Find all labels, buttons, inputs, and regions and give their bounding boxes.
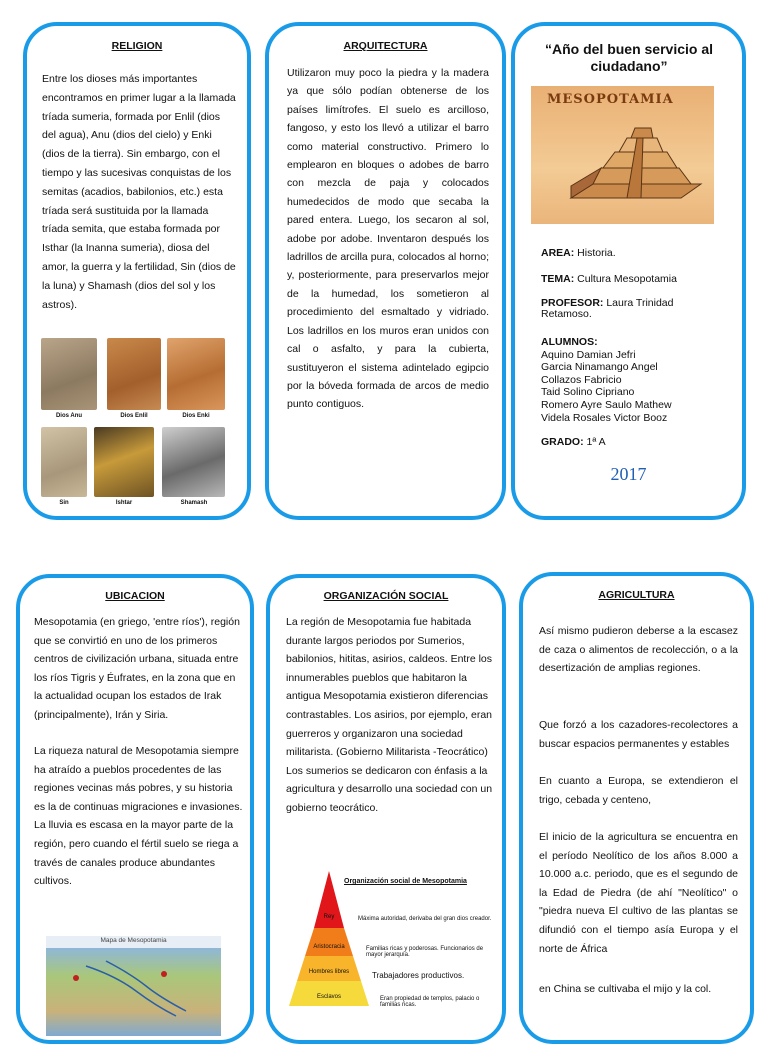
anu-image xyxy=(41,338,97,410)
grado-label: GRADO: xyxy=(541,436,584,448)
pyramid-title: Organización social de Mesopotamia xyxy=(344,878,467,885)
area-field xyxy=(541,247,616,259)
organizacion-text: La región de Mesopotamia fue habitada durante largos periodos por Sumerios, babilonios, hititas, asirios, caldeos. Entre los innumerables pueblos que habitaron la antigua Mesopotamia existieron diferencias contrastables. Los asirios, por ejemplo, eran guerreros y organizaron una sociedad militarista. (Gobierno Militarista -Teocrático) Los sumerios se dedicaron con énfasis a la agricultura y desarrollo una sociedad con un gobierno teocrático. xyxy=(286,616,493,814)
alumno-item: Garcia Ninamango Angel xyxy=(541,361,658,374)
ishtar-image xyxy=(94,427,154,497)
map-title: Mapa de Mesopotamia xyxy=(100,937,167,944)
enki-image xyxy=(167,338,225,410)
arquitectura-text: Utilizaron muy poco la piedra y la madera ya que sólo podían obtenerse de los países limítrofes. El suelo es arcilloso, fangoso, y esto los llevó a utilizar el barro como material constructivo. Primero lo emplearon en bloques o adobes de barro con mezcla de paja y colocados humedecidos de modo que secaba la pared entera. Luego, los secaron al sol, adobe por adobe. Inventaron después los ladrillos de arcilla pura, colocados al horno; y, posteriormente, para preservarlos mejor de la humedad, los sometieron al procedimiento del esmaltado y vidriado. Los ladrillos en los muros eran unidos con cal o asfalto, y para la cubierta, sustituyeron el sistema adintelado egipcio por la bóveda formada de arcos de medio punto contiguos. xyxy=(287,67,489,411)
agricultura-p1: Así mismo pudieron deberse a la escasez de caza o alimentos de recolección, o a la desertización de amplias regiones. xyxy=(539,625,738,675)
level-name-esclavos: Esclavos xyxy=(316,994,341,1000)
ubicacion-text-2: La riqueza natural de Mesopotamia siempre ha atraído a pueblos procedentes de las regiones vecinas más pobres, y su historia es la de continuas migraciones e invasiones. La lluvia es escasa en la mayor parte de la región, pero cuando el fértil suelo se riega a través de canales produce abundantes cultivos. xyxy=(34,745,243,888)
caption-shamash: Shamash xyxy=(180,500,208,506)
grado-value: 1ª A xyxy=(586,436,606,448)
caption-enki: Dios Enki xyxy=(182,413,210,419)
agricultura-p5: en China se cultivaba el mijo y la col. xyxy=(539,983,712,995)
pyramid-figure xyxy=(284,868,496,1028)
ubicacion-panel xyxy=(16,574,254,1044)
sin-image xyxy=(41,427,87,497)
cover-panel xyxy=(511,22,746,520)
tema-value: Cultura Mesopotamia xyxy=(577,273,677,285)
map-rivers-icon xyxy=(46,936,221,1036)
ubicacion-title: UBICACION xyxy=(105,590,165,602)
enlil-image xyxy=(107,338,161,410)
agricultura-p3: En cuanto a Europa, se extendieron el trigo, cebada y centeno, xyxy=(539,775,738,806)
tema-label: TEMA: xyxy=(541,273,575,285)
area-label: AREA: xyxy=(541,247,575,259)
grado-field xyxy=(541,436,606,448)
agricultura-p4: El inicio de la agricultura se encuentra en el período Neolítico de los años 8.000 a 10.000 a.c. periodo, que es el segundo de la Edad de Piedra (de ahí "Neolítico" o "piedra nueva El cultivo de las plantas se difundió con el tiempo asía Europa y el norte de África xyxy=(539,831,738,955)
alumno-item: Taid Solino Cipriano xyxy=(541,386,635,399)
area-value: Historia. xyxy=(577,247,616,259)
organizacion-title: ORGANIZACIÓN SOCIAL xyxy=(323,590,449,602)
caption-ishtar: Ishtar xyxy=(115,500,133,506)
religion-title: RELIGION xyxy=(111,40,163,52)
agricultura-panel xyxy=(519,572,754,1044)
year: 2017 xyxy=(610,464,647,484)
level-desc-aristocracia: Familias ricas y poderosas. Funcionarios de mayor jerarquía. xyxy=(366,946,484,958)
motto: “Año del buen servicio al ciudadano” xyxy=(544,41,714,74)
level-desc-esclavos: Eran propiedad de templos, palacio o familias ricas. xyxy=(380,996,480,1008)
shamash-image xyxy=(162,427,225,497)
religion-text: Entre los dioses más importantes encontramos en primer lugar a la llamada tríada sumeria, formada por Enlil (dios del agua), Anu (dios del cielo) y Enki (dios de la tierra). Sin embargo, con el tiempo y las sucesivas conquistas de los semitas (acadios, babilonios, etc.) esta tríada será sustituida por la llamada tríada semita, que estaba formada por Isthar (la Inanna sumeria), diosa del amor, la guerra y la fertilidad, Sin (dios de la luna) y Shamash (dios del sol y los astros). xyxy=(42,73,236,311)
organizacion-panel xyxy=(266,574,506,1044)
profesor-field xyxy=(541,298,721,319)
agricultura-p2: Que forzó a los cazadores-recolectores a buscar espacios permanentes y estables xyxy=(539,719,738,750)
level-name-libres: Hombres libres xyxy=(308,969,350,975)
level-desc-libres: Trabajadores productivos. xyxy=(372,971,465,980)
mesopotamia-image-title: MESOPOTAMIA xyxy=(547,92,674,107)
caption-enlil: Dios Enlil xyxy=(120,413,148,419)
caption-sin: Sin xyxy=(59,500,69,506)
pyramid-level-aristocracia xyxy=(305,928,353,956)
alumno-item: Romero Ayre Saulo Mathew xyxy=(541,398,672,411)
tema-field xyxy=(541,273,677,285)
caption-anu: Dios Anu xyxy=(55,413,83,419)
religion-panel xyxy=(23,22,251,520)
mesopotamia-image xyxy=(531,86,714,224)
alumnos-label: ALUMNOS: xyxy=(541,336,598,348)
arquitectura-panel xyxy=(265,22,506,520)
alumno-item: Collazos Fabricio xyxy=(541,373,622,386)
level-name-rey: Rey xyxy=(323,914,335,920)
alumnos-field xyxy=(541,336,672,424)
map-image xyxy=(46,936,221,1036)
level-desc-rey: Máxima autoridad, derivaba del gran dios creador. xyxy=(358,916,492,922)
level-name-aristocracia: Aristocracia xyxy=(313,944,345,950)
profesor-value: Laura Trinidad Retamoso. xyxy=(541,297,674,320)
agricultura-title: AGRICULTURA xyxy=(598,589,675,601)
alumno-item: Videla Rosales Victor Booz xyxy=(541,411,668,424)
ubicacion-text-1: Mesopotamia (en griego, 'entre ríos'), región que se convirtió en uno de los primeros centros de civilización urbana, situada entre los ríos Tigris y Éufrates, en la zona que en la actualidad ocupan los estados de Irak (principalmente), Irán y Siria. xyxy=(34,616,240,721)
alumno-item: Aquino Damian Jefri xyxy=(541,348,636,361)
ziggurat-icon xyxy=(531,86,714,224)
arquitectura-title: ARQUITECTURA xyxy=(343,40,428,52)
profesor-label: PROFESOR: xyxy=(541,297,604,309)
